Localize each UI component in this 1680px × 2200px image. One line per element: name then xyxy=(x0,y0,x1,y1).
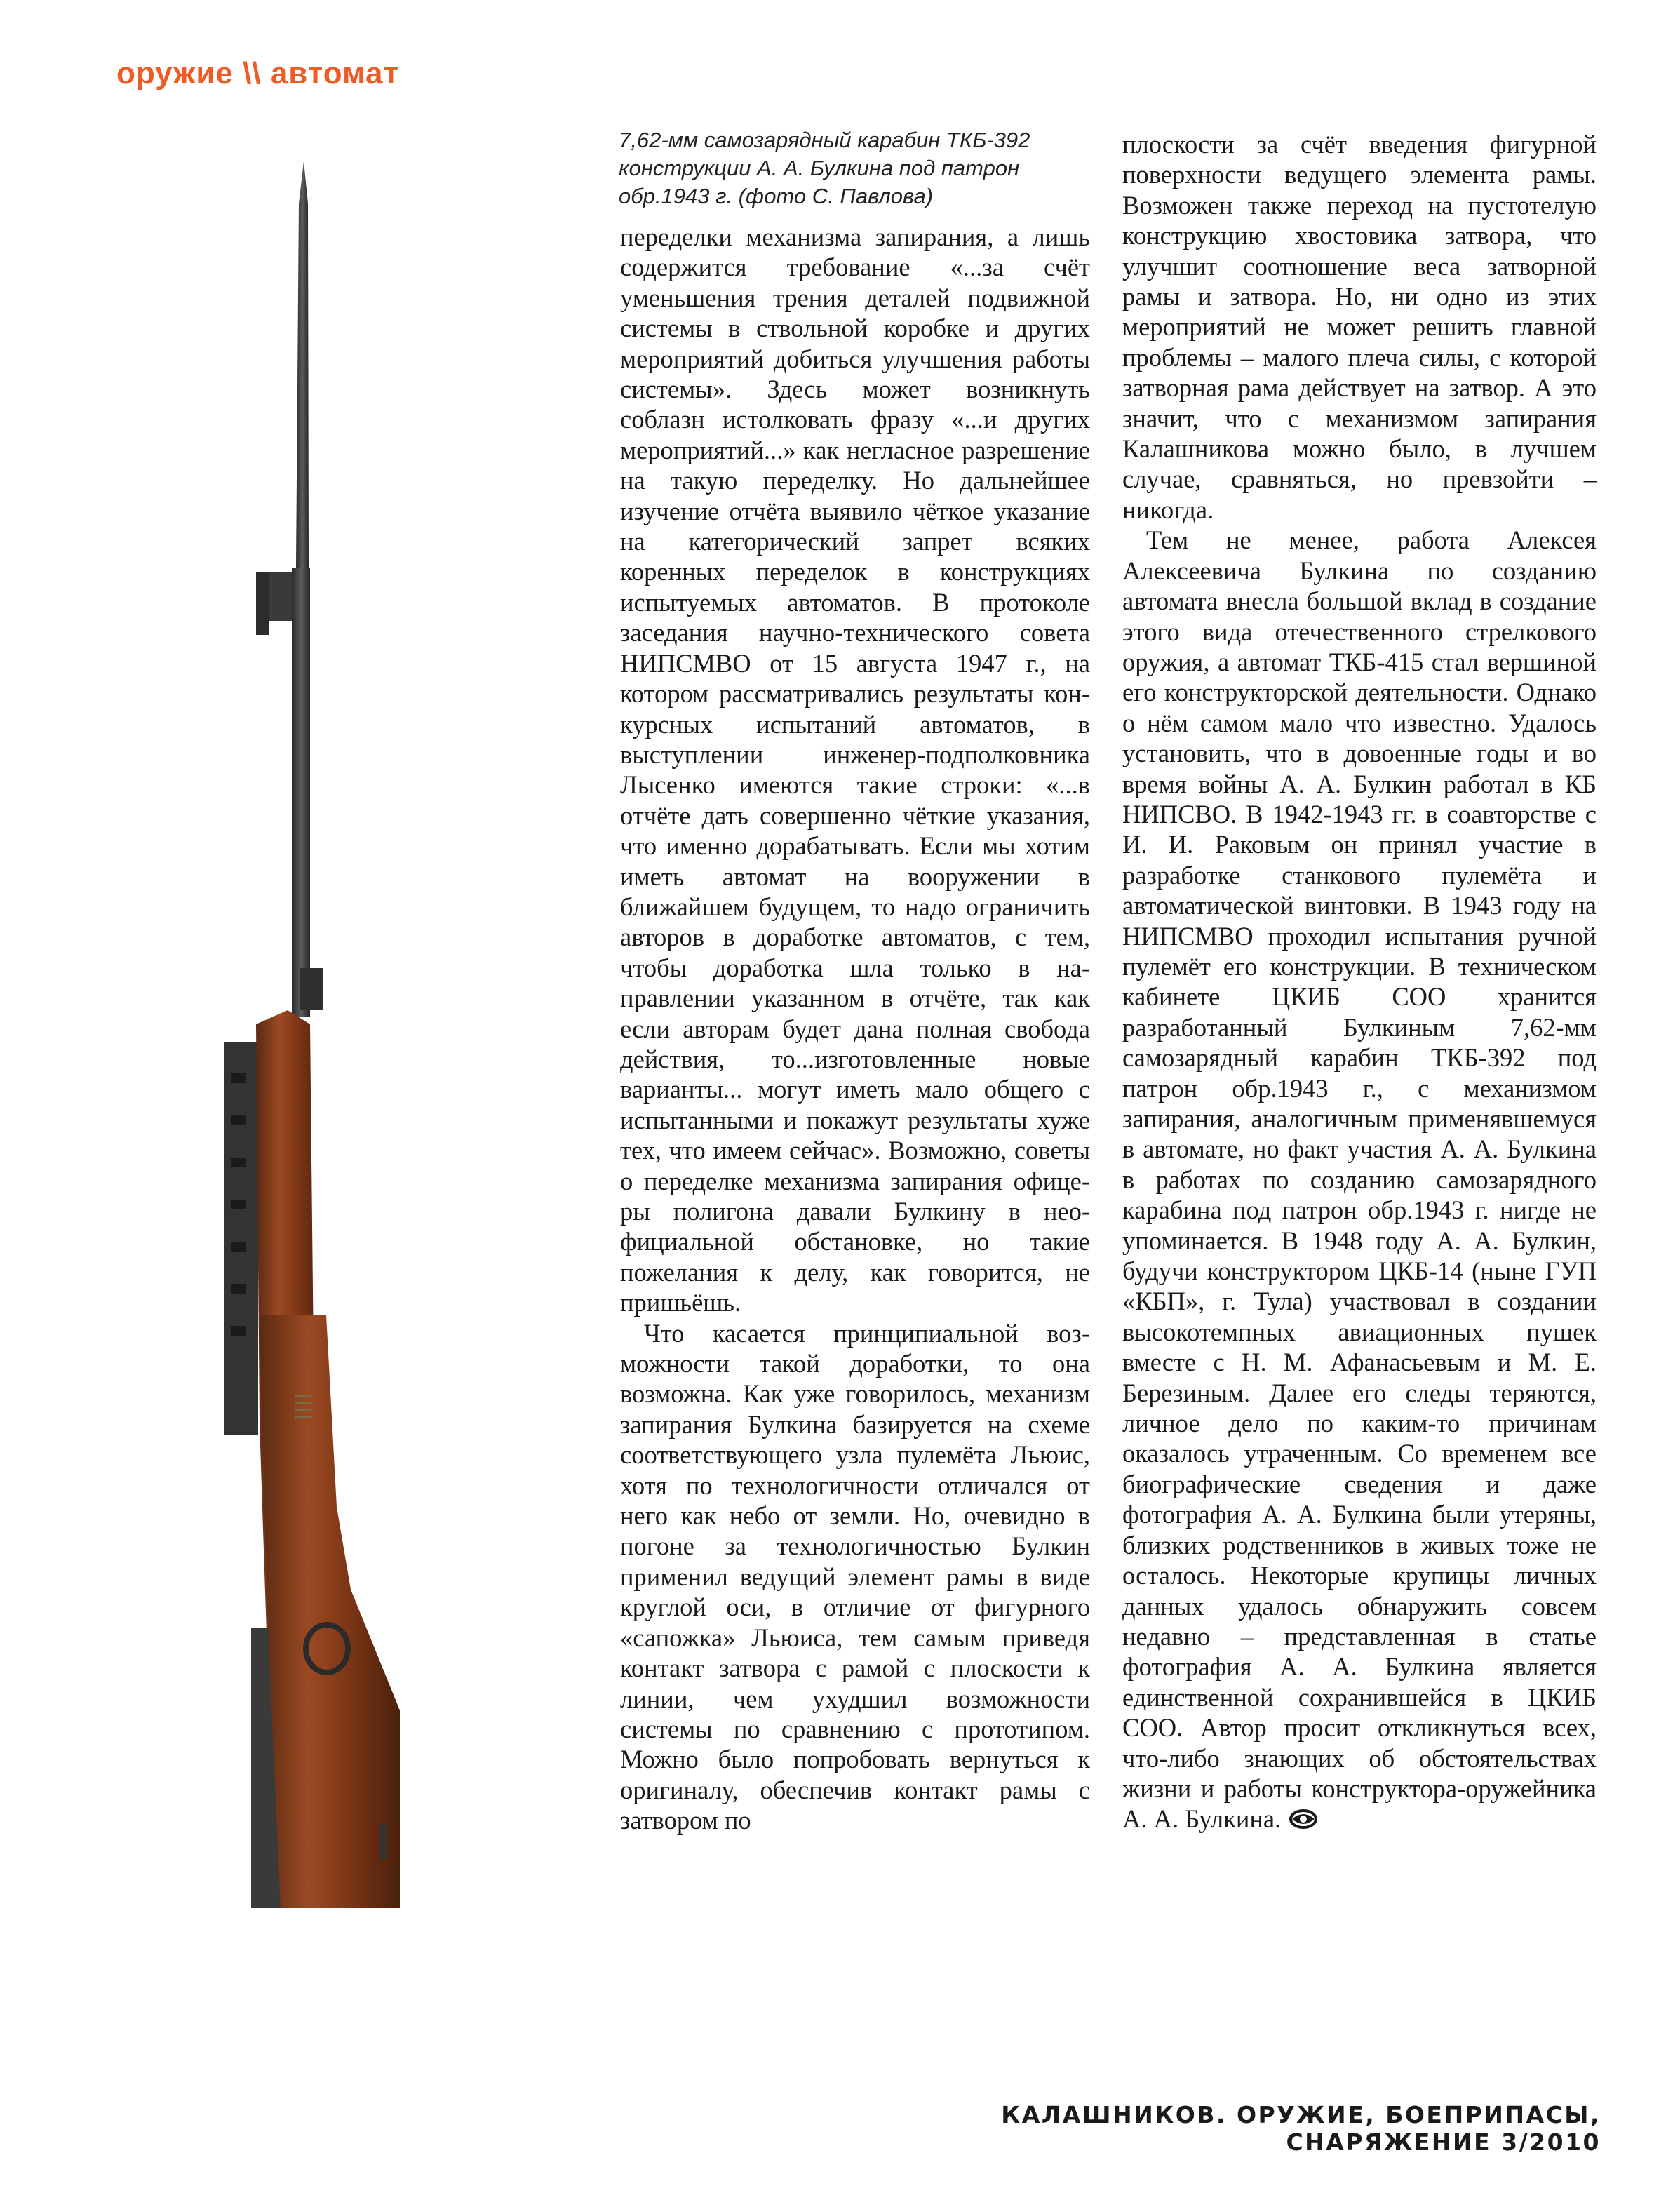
article-paragraph: переделки механизма запирания, а лишь содержится требование «...за счёт уменьшения трения деталей подвижной системы в ствольной коробке и других мероприятий добиться улучшения работы системы». Здесь может возникнуть соблазн истолковать фразу «...и других мероприятий...» как негласное разрешение на такую переделку. Но дальнейшее изучение отчёта выявило чёткое указание на категорический запрет всяких коренных переделок в конструкциях испытуемых автоматов. В протоколе заседания научно-технического совета НИПСМВО от 15 августа 1947 г., на котором рассматривались результаты конкурсных испытаний автоматов, в выступлении инженер-подполковника Лысенко имеются такие строки: «...в отчёте дать совершенно чёткие указания, что именно дорабатывать. Если мы хотим иметь автомат на вооружении в ближайшем будущем, то надо ограничить авторов в доработке автоматов, с тем, чтобы доработка шла только в направлении указанном в отчёте, так как если авторам будет дана полная свобода действия, то...изготовленные новые варианты... могут иметь мало общего с испытанными и покажут результаты хуже тех, что имеем сейчас». Возможно, советы о переделке механизма запирания офицеры полигона давали Булкину в неофициальной обстановке, но такие пожелания к делу, как говорится, не пришьёшь. xyxy=(620,222,1090,1317)
rubric-section: оружие xyxy=(116,56,234,90)
magazine-footer: КАЛАШНИКОВ. ОРУЖИЕ, БОЕПРИПАСЫ, СНАРЯЖЕНИЕ 3/2010 xyxy=(1001,2101,1601,2156)
photo-caption xyxy=(619,126,1110,210)
article-column-left xyxy=(620,222,1090,1836)
section-rubric xyxy=(116,56,399,91)
caption-line: конструкции А. А. Булкина под патрон xyxy=(619,156,1020,180)
gas-tube xyxy=(224,1042,258,1435)
article-paragraph-final xyxy=(1122,525,1597,1834)
article-column-right xyxy=(1122,129,1597,1835)
end-of-article-icon xyxy=(1288,1806,1319,1832)
article-paragraph: плоскости за счёт введения фигурной поверхности ведущего элемента рамы. Возможен также переход на пустотелую конструкцию хвостовика затвора, что улучшит соотношение веса затворной рамы и затвора. Но, ни одно из этих мероприятий не может решить главной проблемы – малого плеча силы, с которой затворная рама действует на затвор. А это значит, что с механизмом запирания Калашникова можно было, в лучшем случае, сравняться, но превзойти – никогда. xyxy=(1122,130,1597,524)
rifle-barrel xyxy=(292,568,310,1017)
caption-line: обр.1943 г. (фото С. Павлова) xyxy=(619,184,934,208)
article-paragraph-text: Тем не менее, работа Алексея Алексеевича Булкина по созданию автомата внесла большой вклад в создание этого вида отечественного стрелкового оружия, а автомат ТКБ-415 стал вершиной его конструкторской деятельности. Однако о нём самом мало что известно. Удалось установить, что в довоенные годы и во время войны А. А. Булкин работал в КБ НИПСВО. В 1942-1943 гг. в соавторстве с И. И. Раковым он принял участие в разработке станкового пулемёта и автоматической винтовки. В 1943 году на НИПСМВО проходил испытания ручной пулемёт его конструкции. В техническом кабинете ЦКИБ СОО хранится разработанный Булкиным 7,62-мм самозарядный карабин ТКБ-392 под патрон обр.1943 г., с механизмом запирания, аналогичным применявшемуся в автомате, но факт участия А. А. Булкина в работах по созданию самозарядного карабина под патрон обр.1943 г. нигде не упоминается. В 1948 году А. А. Булкин, будучи конструктором ЦКБ-14 (ныне ГУП «КБП», г. Тула) участвовал в создании высокотемпных авиационных пушек вместе с Н. М. Афанасьевым и М. Е. Березиным. Далее его следы теряются, личное дело по каким-то причинам оказалось утраченным. Со временем все биографические сведения и даже фотография А. А. Булкина были утеряны, близких родственников в живых тоже не осталось. Некоторые крупицы личных данных удалось обнаружить совсем недавно – представленная в статье фотография А. А. Булкина является единственной сохранившейся в ЦКИБ СОО. Автор просит откликнуться всех, что-либо знающих об обстоятельствах жизни и работы конструктора-оружейника А. А. Булкина. xyxy=(1122,525,1597,1834)
article-paragraph: Что касается принципиальной возможности такой доработки, то она возможна. Как уже говорилось, механизм запирания Булкина базируется на схеме соответствующего узла пулемёта Льюис, хотя по технологичности отличался от него как небо от земли. Но, очевидно в погоне за технологичностью Булкин применил ведущий элемент рамы в виде круглой оси, в отличие от фигурного «сапожка» Льюиса, тем самым приведя контакт затвора с рамой с плоскости к линии, чем ухудшил возможности системы по сравнению с прототипом. Можно было попробовать вернуться к оригиналу, обеспечив контакт рамы с затвором по xyxy=(620,1318,1090,1835)
rifle-stock xyxy=(260,1315,400,1908)
bayonet-blade xyxy=(296,161,309,568)
rifle-photo xyxy=(189,161,456,1908)
rubric-separator: \\ xyxy=(233,56,271,90)
rubric-topic: автомат xyxy=(270,56,400,90)
caption-line: 7,62-мм самозарядный карабин ТКБ-392 xyxy=(619,128,1030,152)
